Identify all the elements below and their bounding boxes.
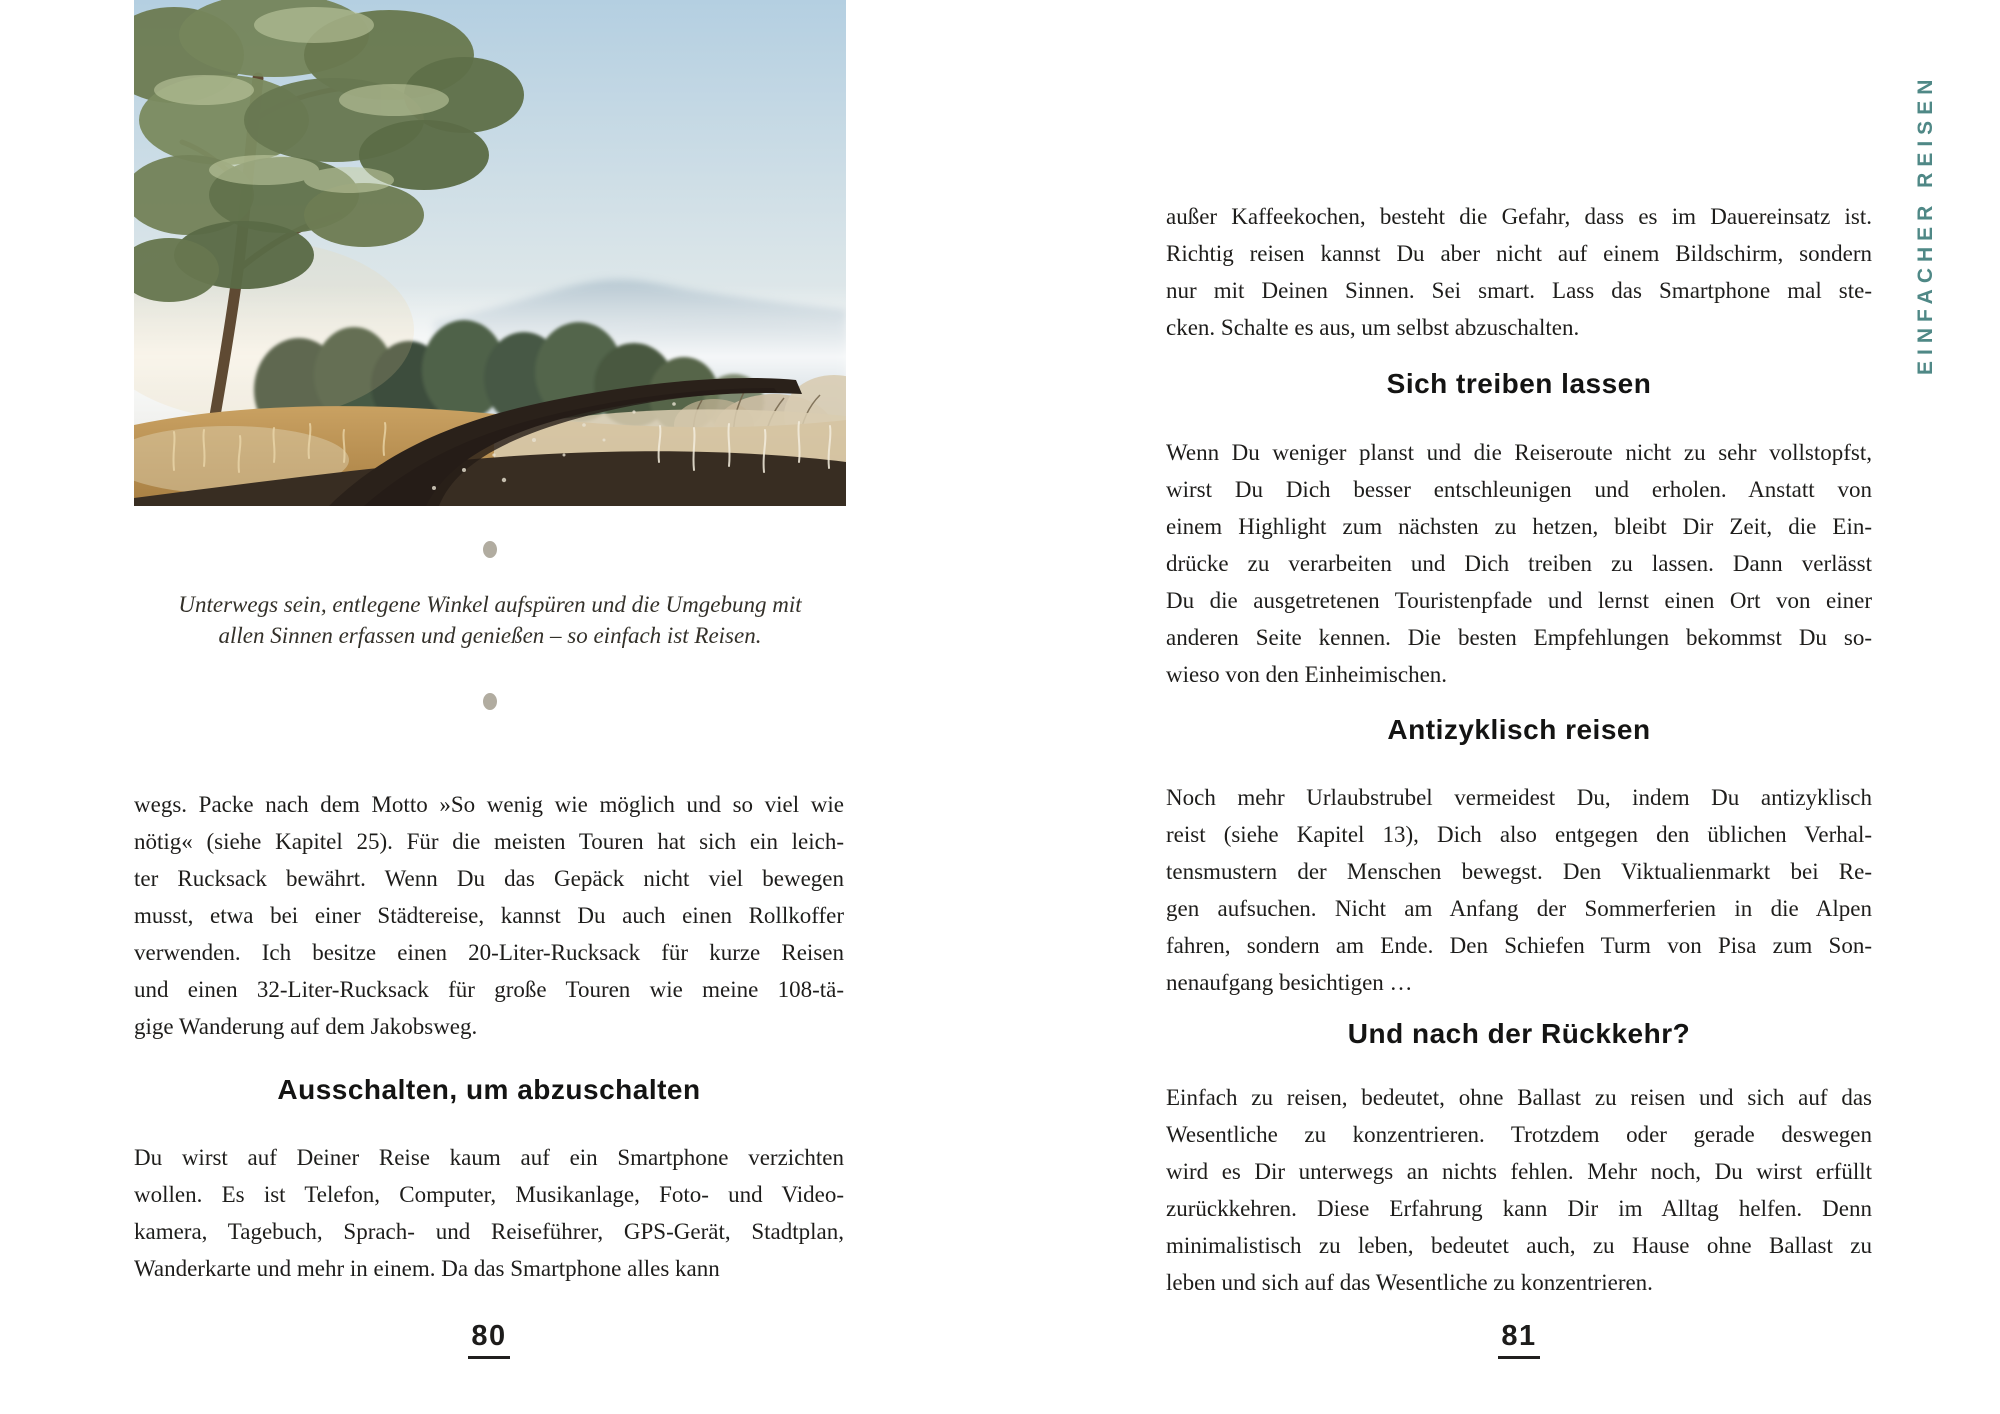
- text-line: wird es Dir unterwegs an nichts fehlen. Mehr noch, Du wirst erfüllt: [1166, 1159, 1872, 1184]
- body-paragraph: [134, 786, 844, 1045]
- text-line: Wenn Du weniger planst und die Reiseroute nicht zu sehr vollstopfst,: [1166, 440, 1872, 465]
- text-line: gige Wanderung auf dem Jakobsweg.: [134, 1014, 478, 1039]
- text-line: zurückkehren. Diese Erfahrung kann Dir im Alltag helfen. Denn: [1166, 1196, 1872, 1221]
- separator-dot-icon: [483, 693, 497, 710]
- text-line: drücke zu verarbeiten und Dich treiben zu lassen. Dann verlässt: [1166, 551, 1872, 576]
- landscape-photo-art: [134, 0, 846, 506]
- landscape-photo: [134, 0, 846, 506]
- page-number-area: [1166, 1320, 1872, 1359]
- text-line: cken. Schalte es aus, um selbst abzuschalten.: [1166, 315, 1580, 340]
- vertical-chapter-label: EINFACHER REISEN: [1914, 73, 1937, 375]
- text-line: Einfach zu reisen, bedeutet, ohne Ballast zu reisen und sich auf das: [1166, 1085, 1872, 1110]
- text-line: wieso von den Einheimischen.: [1166, 662, 1448, 687]
- text-line: anderen Seite kennen. Die besten Empfehlungen bekommst Du so-: [1166, 625, 1872, 650]
- text-line: nur mit Deinen Sinnen. Sei smart. Lass das Smartphone mal ste-: [1166, 278, 1872, 303]
- caption-line: allen Sinnen erfassen und genießen – so einfach ist Reisen.: [218, 623, 762, 648]
- body-paragraph: [1166, 1079, 1872, 1301]
- text-line: Wesentliche zu konzentrieren. Trotzdem oder gerade deswegen: [1166, 1122, 1872, 1147]
- text-line: ter Rucksack bewährt. Wenn Du das Gepäck nicht viel bewegen: [134, 866, 844, 891]
- body-paragraph: [1166, 434, 1872, 693]
- text-line: Richtig reisen kannst Du aber nicht auf einem Bildschirm, sondern: [1166, 241, 1872, 266]
- text-line: und einen 32-Liter-Rucksack für große Touren wie meine 108-tä-: [134, 977, 844, 1002]
- text-line: musst, etwa bei einer Städtereise, kannst Du auch einen Rollkoffer: [134, 903, 844, 928]
- text-line: Du die ausgetretenen Touristenpfade und lernst einen Ort von einer: [1166, 588, 1872, 613]
- text-line: verwenden. Ich besitze einen 20-Liter-Rucksack für kurze Reisen: [134, 940, 844, 965]
- section-heading: Ausschalten, um abzuschalten: [277, 1074, 701, 1105]
- text-line: nötig« (siehe Kapitel 25). Für die meisten Touren hat sich ein leich-: [134, 829, 844, 854]
- text-line: wirst Du Dich besser entschleunigen und erholen. Anstatt von: [1166, 477, 1872, 502]
- text-line: nenaufgang besichtigen …: [1166, 970, 1413, 995]
- section-heading: Und nach der Rückkehr?: [1347, 1018, 1691, 1049]
- text-line: reist (siehe Kapitel 13), Dich also entgegen den üblichen Verhal-: [1166, 822, 1872, 847]
- text-line: Du wirst auf Deiner Reise kaum auf ein Smartphone verzichten: [134, 1145, 844, 1170]
- body-paragraph: [134, 1139, 844, 1287]
- text-line: wegs. Packe nach dem Motto »So wenig wie möglich und so viel wie: [134, 792, 844, 817]
- page-number-area: [134, 1320, 844, 1359]
- section-heading: Sich treiben lassen: [1386, 368, 1652, 399]
- text-line: fahren, sondern am Ende. Den Schiefen Turm von Pisa zum Son-: [1166, 933, 1872, 958]
- caption-line: Unterwegs sein, entlegene Winkel aufspüren und die Umgebung mit: [178, 592, 802, 617]
- text-line: gen aufsuchen. Nicht am Anfang der Sommerferien in die Alpen: [1166, 896, 1872, 921]
- text-line: außer Kaffeekochen, besteht die Gefahr, dass es im Dauereinsatz ist.: [1166, 204, 1872, 229]
- text-line: leben und sich auf das Wesentliche zu konzentrieren.: [1166, 1270, 1653, 1295]
- text-line: Wanderkarte und mehr in einem. Da das Smartphone alles kann: [134, 1256, 720, 1281]
- page-number: 80: [468, 1320, 509, 1359]
- page-number: 81: [1498, 1320, 1539, 1359]
- text-line: wollen. Es ist Telefon, Computer, Musikanlage, Foto- und Video-: [134, 1182, 844, 1207]
- body-paragraph: [1166, 779, 1872, 1001]
- section-heading: Antizyklisch reisen: [1387, 714, 1651, 745]
- text-line: kamera, Tagebuch, Sprach- und Reiseführer, GPS-Gerät, Stadtplan,: [134, 1219, 844, 1244]
- text-line: minimalistisch zu leben, bedeutet auch, zu Hause ohne Ballast zu: [1166, 1233, 1872, 1258]
- text-line: Noch mehr Urlaubstrubel vermeidest Du, indem Du antizyklisch: [1166, 785, 1872, 810]
- body-paragraph: [1166, 198, 1872, 346]
- photo-caption: [134, 589, 846, 651]
- separator-dot-icon: [483, 541, 497, 558]
- text-line: tensmustern der Menschen bewegst. Den Viktualienmarkt bei Re-: [1166, 859, 1872, 884]
- text-line: einem Highlight zum nächsten zu hetzen, bleibt Dir Zeit, die Ein-: [1166, 514, 1872, 539]
